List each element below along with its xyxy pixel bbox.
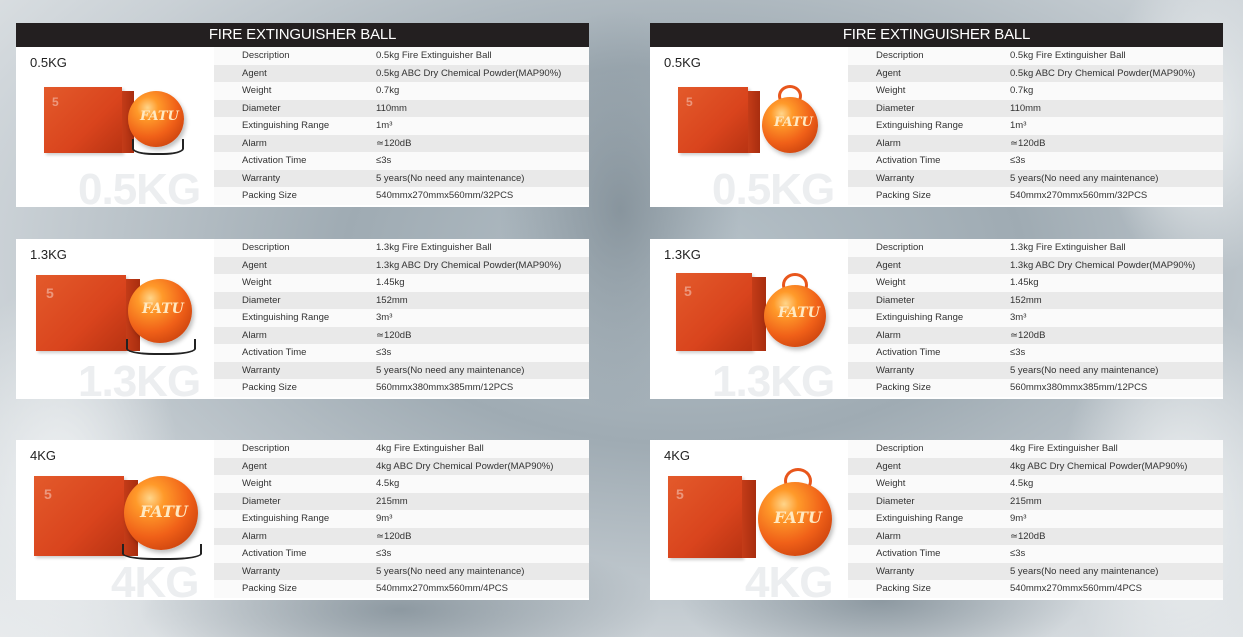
- product-box: [678, 87, 748, 153]
- table-row: [848, 187, 1223, 205]
- header-title: FIRE EXTINGUISHER BALL: [842, 26, 1031, 43]
- table-row: [848, 440, 1223, 458]
- product-box: [668, 476, 742, 558]
- spec-value: 110mm: [982, 100, 1223, 118]
- size-label: 4KG: [30, 448, 57, 463]
- table-row: [214, 580, 589, 598]
- spec-key: Diameter: [848, 100, 982, 118]
- spec-table: [214, 47, 589, 205]
- spec-key: Packing Size: [214, 187, 348, 205]
- table-row: [848, 379, 1223, 397]
- spec-key: Agent: [848, 458, 982, 476]
- table-row: [214, 82, 589, 100]
- spec-value: 5 years(No need any maintenance): [982, 362, 1223, 380]
- table-row: [214, 327, 589, 345]
- product-image: [16, 440, 214, 600]
- spec-value: 152mm: [982, 292, 1223, 310]
- spec-key: Activation Time: [214, 344, 348, 362]
- product-box-side: [748, 91, 760, 153]
- spec-key: Extinguishing Range: [848, 117, 982, 135]
- product-box: [36, 275, 126, 351]
- spec-value: 5 years(No need any maintenance): [348, 362, 589, 380]
- spec-key: Packing Size: [848, 379, 982, 397]
- spec-key: Warranty: [848, 362, 982, 380]
- spec-table: [214, 239, 589, 397]
- ball-logo: FATU: [140, 502, 188, 521]
- spec-key: Agent: [214, 65, 348, 83]
- ball-stand: [122, 544, 202, 560]
- table-row: [214, 493, 589, 511]
- spec-value: 9m³: [982, 510, 1223, 528]
- spec-key: Weight: [214, 475, 348, 493]
- table-row: [848, 528, 1223, 546]
- spec-value: ≃120dB: [348, 528, 589, 546]
- ball-stand: [132, 139, 184, 155]
- ball-logo: FATU: [774, 115, 813, 130]
- ball-stand: [126, 339, 196, 355]
- table-row: [848, 327, 1223, 345]
- box-logo: 5: [684, 283, 692, 299]
- product-image: [650, 239, 848, 399]
- table-row: [214, 170, 589, 188]
- product-box: [34, 476, 124, 556]
- spec-value: 110mm: [348, 100, 589, 118]
- spec-value: 5 years(No need any maintenance): [348, 563, 589, 581]
- table-row: [848, 65, 1223, 83]
- spec-value: 1m³: [348, 117, 589, 135]
- spec-value: ≃120dB: [348, 327, 589, 345]
- spec-key: Extinguishing Range: [848, 510, 982, 528]
- table-row: [848, 309, 1223, 327]
- spec-key: Warranty: [848, 563, 982, 581]
- spec-key: Alarm: [848, 528, 982, 546]
- table-row: [848, 292, 1223, 310]
- product-box-side: [742, 480, 756, 558]
- spec-key: Activation Time: [848, 344, 982, 362]
- spec-value: 215mm: [348, 493, 589, 511]
- spec-key: Alarm: [214, 528, 348, 546]
- spec-value: 3m³: [982, 309, 1223, 327]
- spec-key: Agent: [848, 65, 982, 83]
- product-box: [44, 87, 122, 153]
- table-row: [848, 493, 1223, 511]
- table-row: [848, 580, 1223, 598]
- table-row: [214, 100, 589, 118]
- spec-value: 4kg Fire Extinguisher Ball: [348, 440, 589, 458]
- table-row: [848, 362, 1223, 380]
- product-panel-0-5kg-stand: [16, 47, 589, 207]
- spec-key: Weight: [848, 82, 982, 100]
- table-row: [214, 563, 589, 581]
- table-row: [214, 309, 589, 327]
- spec-value: 1.3kg Fire Extinguisher Ball: [982, 239, 1223, 257]
- product-image: [650, 440, 848, 600]
- spec-value: 0.5kg ABC Dry Chemical Powder(MAP90%): [982, 65, 1223, 83]
- spec-value: 0.5kg ABC Dry Chemical Powder(MAP90%): [348, 65, 589, 83]
- spec-key: Activation Time: [848, 152, 982, 170]
- box-logo: 5: [44, 486, 52, 502]
- spec-key: Warranty: [214, 170, 348, 188]
- spec-value: 0.7kg: [982, 82, 1223, 100]
- table-row: [214, 135, 589, 153]
- spec-key: Agent: [214, 257, 348, 275]
- box-logo: 5: [52, 95, 59, 109]
- table-row: [848, 100, 1223, 118]
- size-watermark: 0.5KG: [712, 165, 835, 207]
- table-row: [214, 152, 589, 170]
- spec-value: 0.5kg Fire Extinguisher Ball: [348, 47, 589, 65]
- extinguisher-ball: [128, 279, 192, 343]
- spec-key: Diameter: [214, 292, 348, 310]
- spec-value: 540mmx270mmx560mm/4PCS: [348, 580, 589, 598]
- spec-key: Extinguishing Range: [214, 309, 348, 327]
- spec-value: 215mm: [982, 493, 1223, 511]
- spec-value: 1.3kg ABC Dry Chemical Powder(MAP90%): [348, 257, 589, 275]
- table-row: [848, 510, 1223, 528]
- table-row: [848, 545, 1223, 563]
- spec-value: 560mmx380mmx385mm/12PCS: [982, 379, 1223, 397]
- table-row: [848, 47, 1223, 65]
- table-row: [848, 152, 1223, 170]
- table-row: [214, 65, 589, 83]
- table-row: [848, 475, 1223, 493]
- spec-key: Warranty: [214, 362, 348, 380]
- ball-logo: FATU: [140, 109, 179, 124]
- spec-value: 560mmx380mmx385mm/12PCS: [348, 379, 589, 397]
- product-panel-1-3kg-stand: [16, 239, 589, 399]
- spec-value: ≤3s: [348, 344, 589, 362]
- spec-value: 9m³: [348, 510, 589, 528]
- spec-key: Alarm: [214, 135, 348, 153]
- extinguisher-ball: [764, 285, 826, 347]
- extinguisher-ball: [124, 476, 198, 550]
- size-watermark: 1.3KG: [712, 357, 835, 399]
- table-row: [214, 344, 589, 362]
- table-row: [848, 458, 1223, 476]
- product-image: [16, 47, 214, 207]
- spec-key: Diameter: [848, 493, 982, 511]
- spec-key: Diameter: [214, 100, 348, 118]
- size-label: 1.3KG: [664, 247, 701, 262]
- spec-key: Weight: [214, 274, 348, 292]
- header-title: FIRE EXTINGUISHER BALL: [208, 26, 397, 43]
- spec-value: 0.7kg: [348, 82, 589, 100]
- size-watermark: 4KG: [111, 558, 199, 600]
- box-logo: 5: [686, 95, 693, 109]
- spec-value: 540mmx270mmx560mm/4PCS: [982, 580, 1223, 598]
- spec-table: [214, 440, 589, 598]
- table-row: [214, 292, 589, 310]
- spec-key: Activation Time: [848, 545, 982, 563]
- size-watermark: 4KG: [745, 558, 833, 600]
- spec-key: Extinguishing Range: [214, 117, 348, 135]
- product-panel-1-3kg-hanging: [650, 239, 1223, 399]
- spec-key: Activation Time: [214, 152, 348, 170]
- table-row: [214, 510, 589, 528]
- spec-key: Packing Size: [214, 580, 348, 598]
- spec-key: Description: [848, 440, 982, 458]
- spec-table: [848, 47, 1223, 205]
- spec-value: 1.45kg: [982, 274, 1223, 292]
- spec-key: Weight: [848, 274, 982, 292]
- box-logo: 5: [676, 486, 684, 502]
- product-panel-4kg-hanging: [650, 440, 1223, 600]
- table-row: [848, 274, 1223, 292]
- spec-key: Description: [214, 47, 348, 65]
- extinguisher-ball: [758, 482, 832, 556]
- spec-value: ≃120dB: [982, 528, 1223, 546]
- table-row: [214, 458, 589, 476]
- ball-logo: FATU: [774, 508, 822, 527]
- spec-key: Agent: [214, 458, 348, 476]
- spec-value: 1m³: [982, 117, 1223, 135]
- spec-key: Description: [214, 239, 348, 257]
- table-row: [214, 475, 589, 493]
- table-row: [214, 440, 589, 458]
- table-row: [848, 563, 1223, 581]
- spec-key: Weight: [214, 82, 348, 100]
- table-row: [214, 545, 589, 563]
- spec-value: 0.5kg Fire Extinguisher Ball: [982, 47, 1223, 65]
- spec-key: Description: [214, 440, 348, 458]
- size-label: 0.5KG: [664, 55, 701, 70]
- product-box: [676, 273, 752, 351]
- spec-value: 5 years(No need any maintenance): [348, 170, 589, 188]
- table-row: [848, 239, 1223, 257]
- spec-value: 540mmx270mmx560mm/32PCS: [982, 187, 1223, 205]
- spec-key: Warranty: [214, 563, 348, 581]
- ball-logo: FATU: [142, 301, 184, 317]
- spec-value: 5 years(No need any maintenance): [982, 563, 1223, 581]
- spec-value: ≤3s: [982, 545, 1223, 563]
- product-image: [16, 239, 214, 399]
- spec-table: [848, 440, 1223, 598]
- size-label: 0.5KG: [30, 55, 67, 70]
- spec-table: [848, 239, 1223, 397]
- spec-value: ≃120dB: [348, 135, 589, 153]
- spec-value: 540mmx270mmx560mm/32PCS: [348, 187, 589, 205]
- size-watermark: 1.3KG: [78, 357, 201, 399]
- size-label: 1.3KG: [30, 247, 67, 262]
- table-row: [214, 239, 589, 257]
- table-row: [848, 135, 1223, 153]
- product-panel-0-5kg-hanging: [650, 47, 1223, 207]
- size-watermark: 0.5KG: [78, 165, 201, 207]
- table-row: [848, 170, 1223, 188]
- table-row: [214, 187, 589, 205]
- spec-key: Alarm: [848, 135, 982, 153]
- spec-key: Alarm: [848, 327, 982, 345]
- spec-key: Diameter: [848, 292, 982, 310]
- spec-value: 5 years(No need any maintenance): [982, 170, 1223, 188]
- spec-key: Description: [848, 47, 982, 65]
- spec-value: 4.5kg: [348, 475, 589, 493]
- header-bar-left: [16, 23, 589, 47]
- spec-value: 1.3kg Fire Extinguisher Ball: [348, 239, 589, 257]
- extinguisher-ball: [762, 97, 818, 153]
- spec-key: Warranty: [848, 170, 982, 188]
- spec-value: 3m³: [348, 309, 589, 327]
- spec-value: ≤3s: [348, 152, 589, 170]
- table-row: [214, 117, 589, 135]
- spec-key: Activation Time: [214, 545, 348, 563]
- table-row: [214, 362, 589, 380]
- spec-key: Packing Size: [214, 379, 348, 397]
- spec-key: Description: [848, 239, 982, 257]
- spec-value: 4kg ABC Dry Chemical Powder(MAP90%): [982, 458, 1223, 476]
- table-row: [848, 257, 1223, 275]
- header-bar-right: [650, 23, 1223, 47]
- spec-value: ≃120dB: [982, 327, 1223, 345]
- spec-value: 4kg Fire Extinguisher Ball: [982, 440, 1223, 458]
- table-row: [214, 379, 589, 397]
- spec-value: 4kg ABC Dry Chemical Powder(MAP90%): [348, 458, 589, 476]
- table-row: [214, 528, 589, 546]
- table-row: [848, 344, 1223, 362]
- spec-value: 1.45kg: [348, 274, 589, 292]
- product-panel-4kg-stand: [16, 440, 589, 600]
- spec-key: Agent: [848, 257, 982, 275]
- box-logo: 5: [46, 285, 54, 301]
- product-image: [650, 47, 848, 207]
- spec-value: 4.5kg: [982, 475, 1223, 493]
- spec-key: Diameter: [214, 493, 348, 511]
- spec-key: Extinguishing Range: [214, 510, 348, 528]
- spec-value: 1.3kg ABC Dry Chemical Powder(MAP90%): [982, 257, 1223, 275]
- spec-value: ≃120dB: [982, 135, 1223, 153]
- table-row: [848, 82, 1223, 100]
- spec-key: Weight: [848, 475, 982, 493]
- ball-logo: FATU: [778, 305, 820, 321]
- table-row: [848, 117, 1223, 135]
- table-row: [214, 274, 589, 292]
- spec-key: Packing Size: [848, 187, 982, 205]
- spec-value: ≤3s: [982, 344, 1223, 362]
- spec-value: ≤3s: [982, 152, 1223, 170]
- size-label: 4KG: [664, 448, 691, 463]
- spec-value: 152mm: [348, 292, 589, 310]
- table-row: [214, 257, 589, 275]
- spec-key: Extinguishing Range: [848, 309, 982, 327]
- spec-key: Packing Size: [848, 580, 982, 598]
- table-row: [214, 47, 589, 65]
- spec-value: ≤3s: [348, 545, 589, 563]
- spec-key: Alarm: [214, 327, 348, 345]
